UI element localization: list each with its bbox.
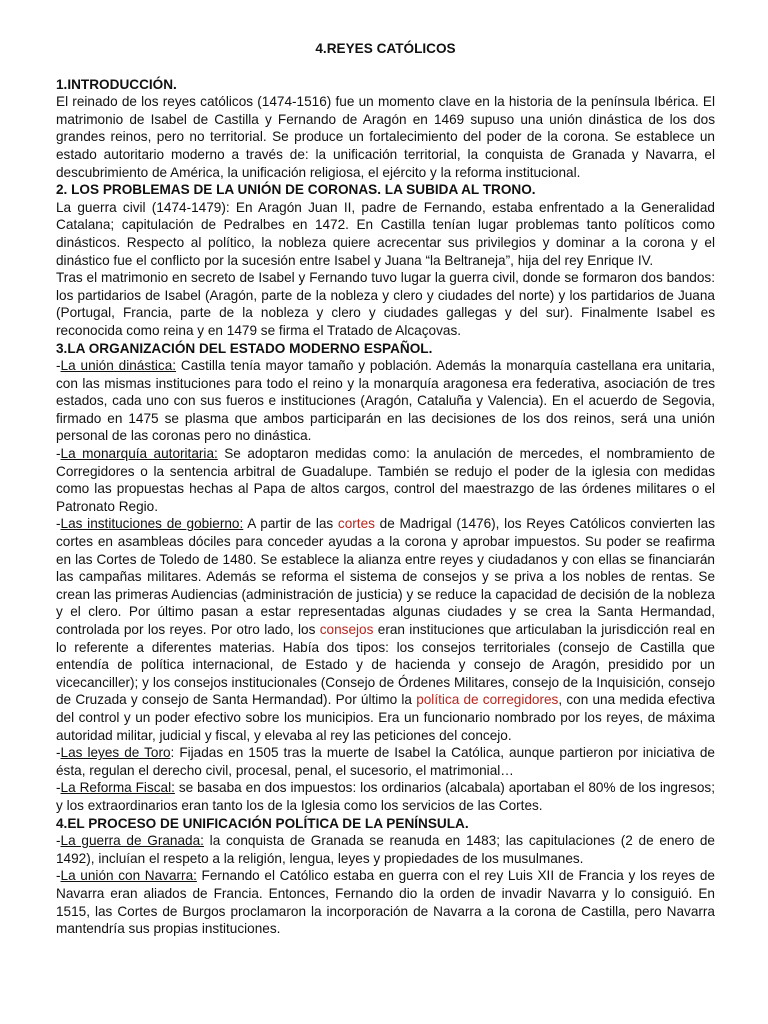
paragraph [56, 269, 715, 339]
section [56, 76, 715, 182]
document-page [56, 40, 715, 938]
document-title: 4.REYES CATÓLICOS [315, 41, 456, 56]
paragraph [56, 199, 715, 269]
section [56, 181, 715, 339]
document-body [56, 76, 715, 938]
text-run: - [56, 745, 61, 761]
highlighted-term: consejos [319, 622, 374, 637]
text-run: El reinado de los reyes católicos (1474-1516) fue un momento clave en la historia de la península Ibérica. El matrimonio de Isabel de Castilla y Fernando de Aragón en 1469 supuso una unión dinástica de los dos grandes reinos, pero no territorial. Se produce un fortalecimiento del poder de la corona. Se establece un estado autoritario moderno a través de: la unificación territorial, la conquista de Granada y Navarra, el descubrimiento de América, la unificación religiosa, el ejército y la reforma institucional. [56, 94, 715, 180]
section-heading: 4.EL PROCESO DE UNIFICACIÓN POLÍTICA DE LA PENÍNSULA. [56, 815, 469, 831]
text-run: , con una medida efectiva del control y un poder efectivo sobre los municipios. Era un funcionario nombrado por los reyes, de máxima autoridad militar, judicial y fiscal, y elevaba al rey las peticiones del concejo. [56, 692, 715, 743]
text-run: Castilla tenía mayor tamaño y población. Además la monarquía castellana era unitaria, con las mismas instituciones para todo el reino y la monarquía aragonesa era federativa, asociación de tres estados, cada uno con sus fueros e instituciones (Aragón, Cataluña y Valencia). En el acuerdo de Segovia, firmado en 1475 se plasma que ambos participarán en las decisiones de los dos reinos, será una unión personal de las coronas pero no dinástica. [56, 358, 715, 444]
text-run: de Madrigal (1476), los Reyes Católicos convierten las cortes en asambleas dóciles para conceder ayudas a la corona y aprobar impuestos. Su poder se reafirma en las Cortes de Toledo de 1480. Se establece la alianza entre reyes y ciudadanos y con ellas se financiarán las campañas militares. Además se reforma el sistema de consejos y se priva a los nobles de rentas. Se crean las primeras Audiencias (administración de justicia) y se reduce la capacidad de decisión de la nobleza y el clero. Por último pasan a estar representadas algunas ciudades y se crea la Santa Hermandad, controlada por los reyes. Por otro lado, los [56, 516, 716, 637]
text-run: La guerra civil (1474-1479): En Aragón Juan II, padre de Fernando, estaba enfrentado a la Generalidad Catalana; capitulación de Pedralbes en 1472. En Castilla tenían lugar problemas tanto políticos como dinásticos. Respecto al político, la nobleza quiere acrecentar sus privilegios y dominar a la corona y el dinástico fue el conflicto por la sucesión entre Isabel y Juana “la Beltraneja”, hija del rey Enrique IV. [56, 199, 715, 268]
text-run: - [56, 358, 61, 374]
section [56, 340, 715, 815]
paragraph [56, 867, 715, 937]
subsection-label: Las instituciones de gobierno: [60, 516, 244, 532]
text-run: A partir de las [243, 516, 338, 532]
text-run: - [56, 516, 61, 532]
text-run: - [56, 833, 61, 849]
text-run: se basaba en dos impuestos: los ordinarios (alcabala) aportaban el 80% de los ingresos; y los extraordinarios eran tanto los de la Iglesia como los servicios de las Cortes. [56, 780, 715, 813]
section-heading: 3.LA ORGANIZACIÓN DEL ESTADO MODERNO ESPAÑOL. [56, 340, 433, 356]
section-heading: 2. LOS PROBLEMAS DE LA UNIÓN DE CORONAS. LA SUBIDA AL TRONO. [56, 182, 536, 198]
paragraph [56, 93, 715, 181]
paragraph [56, 832, 715, 867]
text-run: : Fijadas en 1505 tras la muerte de Isabel la Católica, aunque partieron por iniciativa de ésta, regulan el derecho civil, procesal, penal, el sucesorio, el matrimonial… [56, 745, 715, 778]
section-heading: 1.INTRODUCCIÓN. [56, 76, 177, 92]
paragraph [56, 515, 715, 744]
highlighted-term: política de corregidores [416, 692, 559, 708]
paragraph [56, 445, 715, 515]
section [56, 815, 715, 938]
paragraph [56, 744, 715, 779]
subsection-label: La guerra de Granada: [60, 833, 204, 849]
subsection-label: La Reforma Fiscal: [60, 780, 175, 796]
text-run: Fernando el Católico estaba en guerra con el rey Luis XII de Francia y los reyes de Navarra eran aliados de Francia. Entonces, Fernando dio la orden de invadir Navarra y lo consiguió. En 1515, las Cortes de Burgos proclamaron la incorporación de Navarra a la corona de Castilla, pero Navarra mantendría sus propias instituciones. [56, 868, 715, 937]
subsection-label: La unión dinástica: [60, 358, 177, 374]
text-run: - [56, 780, 61, 796]
text-run: Se adoptaron medidas como: la anulación de mercedes, el nombramiento de Corregidores o la sentencia arbitral de Guadalupe. También se redujo el poder de la iglesia con medidas como las propuestas hechas al Papa de altos cargos, control del maestrazgo de las órdenes militares o el Patronato Regio. [56, 446, 716, 514]
highlighted-term: cortes [337, 516, 375, 532]
text-run: la conquista de Granada se reanuda en 1483; las capitulaciones (2 de enero de 1492), incluían el respeto a la religión, lengua, leyes y propiedades de los musulmanes. [56, 833, 715, 866]
subsection-label: La monarquía autoritaria: [60, 446, 218, 462]
paragraph [56, 357, 715, 445]
text-run: - [56, 446, 61, 462]
text-run: eran instituciones que articulaban la jurisdicción real en lo referente a diferentes materias. Había dos tipos: los consejos territoriales (consejo de Castilla que entendía de política internacional, de Estado y de hacienda y consejo de Aragón, presidido por un vicecanciller); y los consejos institucionales (Consejo de Órdenes Militares, consejo de la Inquisición, consejo de Cruzada y consejo de Santa Hermandad). Por último la [56, 622, 715, 708]
subsection-label: La unión con Navarra: [60, 868, 197, 884]
paragraph [56, 779, 715, 814]
text-run: Tras el matrimonio en secreto de Isabel y Fernando tuvo lugar la guerra civil, donde se formaron dos bandos: los partidarios de Isabel (Aragón, parte de la nobleza y clero y ciudades del norte) y los partidarios de Juana (Portugal, Francia, parte de la nobleza y clero y ciudades gallegas y del sur). Finalmente Isabel es reconocida como reina y en 1479 se firma el Tratado de Alcaçovas. [56, 270, 715, 338]
subsection-label: Las leyes de Toro [60, 745, 171, 761]
text-run: - [56, 868, 61, 884]
